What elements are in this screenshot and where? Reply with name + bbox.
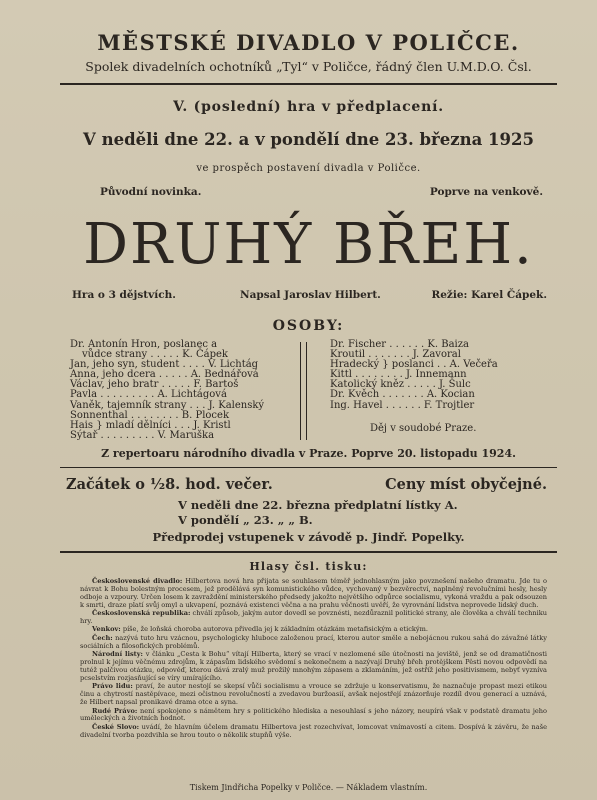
press-source: Čech: [92, 633, 113, 642]
press-text: Hilbertova nová hra přijata se souhlasem téměř jednohlasným jako povznešení našeho dramatu. Jde tu o návrat k Bohu bolestným procesem, jež prodělává syn komunistického vůdce, vychovaný v bezvěrectví, naplněný revolučními hesly, hesly odboje a vzpoury. Určen losem k zavraždění ministerského předsedy jakožto největšího odpůrce socialismu, vykoná vraždu a pak odsouzen k smrti, draze platí svůj omyl a ukvapení, poznává existenci věčna a na prahu věčnosti uvěří, že vyrovnání lidstva neprovede lidský duch. [80, 577, 547, 609]
scene-setting: Děj v soudobé Praze. [370, 423, 477, 434]
press-text: praví, že autor nestojí se skepsí vůči socialismu a vrouce se zdržuje u konservatismu, že naznačuje propast mezi etikou činu a chytrostí nastěpívace, mezi očistnou revolučností a zvedavou buržoasií, avšak nejostřejí znázorňuje rozdíl dvou generací a uznává, že Hilbert napsal pronikavé drama otce a syna. [80, 682, 547, 707]
novelty-left: Původní novinka. [100, 186, 202, 198]
press-text: píše, že loňská choroba autorova přivedla jej k základním otázkám metafisickým a etickým. [122, 625, 428, 634]
press-item [80, 651, 547, 683]
press-source: Národní listy: [92, 650, 143, 659]
cast-line: Václav, jeho bratr . . . . . F. Bartoš [70, 379, 239, 391]
subscription-line: V. (poslední) hra v předplacení. [173, 99, 444, 115]
ticket-line-monday: V pondělí „ 23. „ „ B. [178, 513, 313, 527]
cast-line: Hais } mladí dělníci . . . J. Kristl [70, 419, 231, 431]
start-time: Začátek o ½8. hod. večer. [66, 476, 273, 493]
cast-line: Dr. Antonín Hron, poslanec a [70, 339, 218, 350]
cast-right-column [330, 340, 552, 411]
top-rule [60, 83, 557, 85]
novelty-right: Poprve na venkově. [429, 186, 543, 198]
press-item [80, 724, 547, 740]
cast-left-column [70, 340, 292, 441]
cast-line: Kroutil . . . . . . . J. Zavoral [330, 349, 461, 361]
cast-line: Anna, jeho dcera . . . . . A. Bednářová [70, 369, 259, 381]
press-source: Venkov: [92, 625, 121, 634]
ticket-prices: Ceny míst obyčejné. [385, 476, 547, 493]
cast-line: Sonnenthal . . . . . . . . B. Plocek [70, 409, 229, 421]
play-director: Režie: Karel Čápek. [431, 289, 547, 301]
press-heading: Hlasy čsl. tisku: [249, 560, 368, 573]
cast-heading: OSOBY: [272, 318, 345, 334]
mid-rule [60, 467, 557, 468]
printer-footer: Tiskem Jindřicha Popelky v Poličce. — Nákladem vlastním. [189, 783, 428, 792]
cast-line: Kittl . . . . . . . . J. Innemann [330, 369, 467, 381]
press-text: uvádí, že hlavním účelem dramatu Hilbertova jest rozechvívat, lomcovat vnímavostí a citem. Dospívá k závěru, že naše divadelní tvorba pozdvihla se hrou touto o několik stupňů výše. [80, 722, 548, 739]
press-item [80, 683, 547, 707]
press-reviews [80, 578, 547, 740]
cast-line: Pavla . . . . . . . . . A. Lichtágová [70, 389, 227, 401]
press-source: Rudé Právo: [92, 706, 138, 715]
press-item [80, 578, 547, 610]
dates-line: V neděli dne 22. a v pondělí dne 23. března 1925 [83, 130, 534, 149]
cast-line: Dr. Kvěch . . . . . . . A. Kocian [330, 389, 475, 401]
press-item [80, 610, 547, 626]
benefit-line: ve prospěch postavení divadla v Poličce. [196, 163, 421, 174]
cast-line: Jan, jeho syn, student . . . . V. Lichtág [70, 359, 259, 371]
cast-divider [300, 342, 307, 440]
press-item [80, 635, 547, 651]
play-title: DRUHÝ BŘEH. [83, 212, 534, 277]
cast-line: Dr. Fischer . . . . . . K. Baiza [330, 339, 469, 350]
press-text: v článku „Cesta k Bohu“ vítají Hilberta, který se vrací v nezlomené síle útočnosti na jeviště, jenž se od dramatičnosti prolnul k jejímu věčnému zdrojům, k zápasům lidského svědomí s nekonečnem a nazývají Druhý břeh protějškem Pěsti novou odpovědí na tutéž palčivou otázku, odpověď, kterou dává zralý muž prožilý mnohým zápasem a zklamáním, jež ostříž jeho positivismem, nebyť vyzníva pcselstvím rozjasňující se víry umírajícího. [80, 650, 547, 682]
press-source: Československé divadlo: [92, 577, 183, 585]
press-item [80, 708, 547, 724]
press-source: Právo lidu: [92, 682, 133, 691]
press-text: nazývá tuto hru vzácnou, psychologicky hluboce založenou prací, kterou autor směle a nebojácnou rukou sahá do závažné látky sociálních a filosofických problémů. [80, 633, 547, 650]
press-rule [60, 551, 557, 553]
cast-line: Ing. Havel . . . . . . F. Trojtler [330, 399, 475, 411]
play-author: Napsal Jaroslav Hilbert. [240, 289, 381, 301]
society-line: Spolek divadelních ochotníků „Tyl“ v Poličce, řádný člen U.M.D.O. Čsl. [85, 59, 532, 74]
cast-line: Katolický kněz . . . . . J. Šulc [330, 379, 471, 391]
press-source: Československá republika: [92, 609, 191, 618]
theatre-name: MĚSTSKÉ DIVADLO V POLIČCE. [97, 30, 520, 55]
press-text: není spokojeno s námětem hry s politického hlediska a nesouhlasí s jeho názory, neupírá však v podstatě dramatu jeho uměleckých a životních hodnot. [80, 706, 547, 723]
cast-line: Sýtař . . . . . . . . . V. Maruška [70, 429, 215, 441]
press-text: chválí způsob, jakým autor dovedl se povznésti, nezdůraznil politické strany, ale člověka a chválí techniku hry. [80, 609, 547, 626]
presale-line: Předprodej vstupenek v závodě p. Jindř. Popelky. [152, 530, 465, 544]
press-source: České Slovo: [92, 722, 140, 731]
play-acts: Hra o 3 dějstvích. [72, 289, 176, 301]
ticket-info [178, 498, 458, 528]
cast-line: Vaněk, tajemník strany . . . J. Kalenský [70, 399, 265, 411]
ticket-line-sunday: V neděli dne 22. března předplatní lístky A. [178, 498, 458, 512]
repertoire-line: Z repertoaru národního divadla v Praze. Poprve 20. listopadu 1924. [101, 447, 516, 460]
cast-line: vůdce strany . . . . . K. Čápek [82, 349, 228, 361]
cast-line: Hradecký } poslanci . . A. Večeřa [330, 359, 498, 371]
